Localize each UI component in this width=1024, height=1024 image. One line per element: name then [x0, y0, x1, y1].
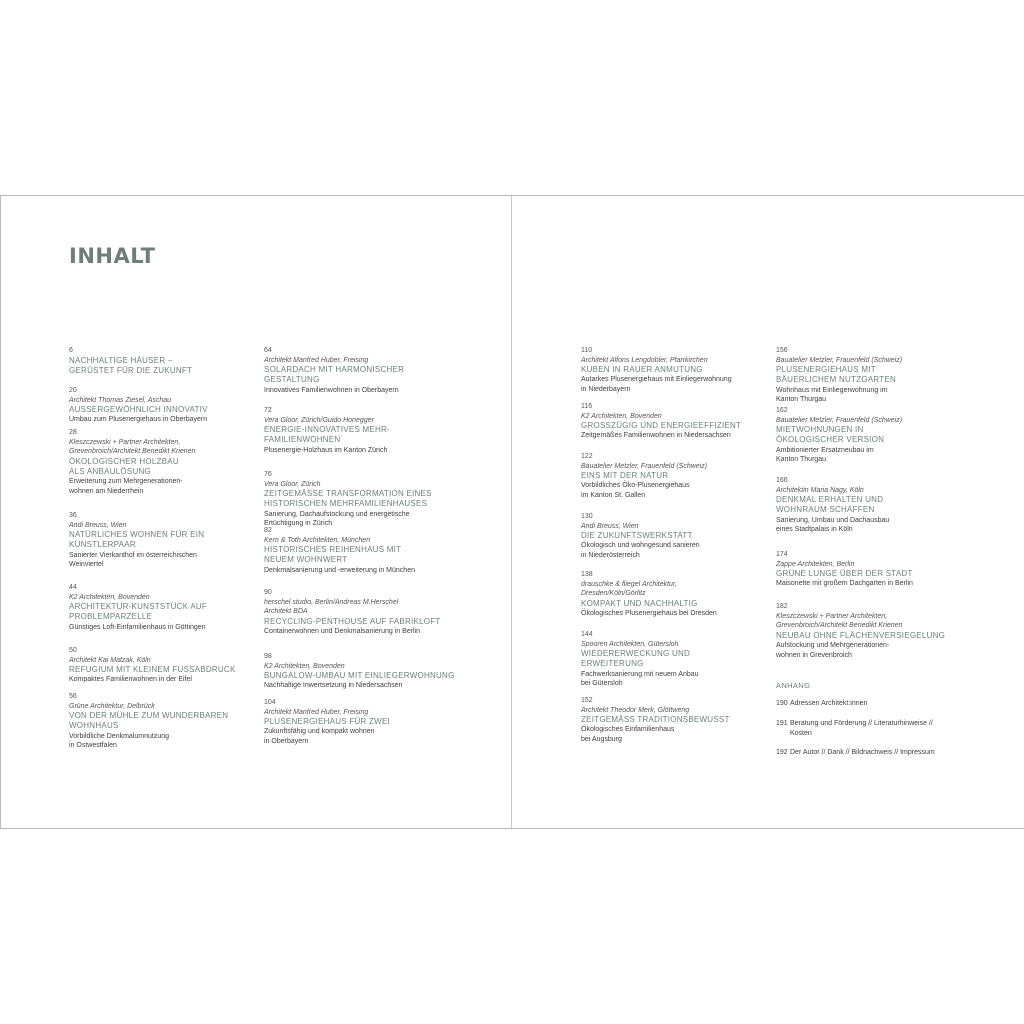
entry-title: ARCHITEKTUR-KUNSTSTÜCK AUF PROBLEMPARZELLE	[69, 602, 208, 622]
architect-credit: drauschke & fliegel Architektur, Dresden/Köln/Görlitz	[581, 580, 677, 598]
entry-description: Wohnhaus mit Einliegerwohnung im Kanton Thurgau	[776, 386, 888, 404]
architect-credit: Architekt Thomas Ziesel, Aschau	[69, 396, 172, 404]
entry-title: RECYCLING-PENTHOUSE AUF FABRIKLOFT	[264, 616, 441, 626]
entry-description: Plusenergie-Holzhaus im Kanton Zürich	[264, 446, 388, 454]
toc-entry	[264, 470, 464, 529]
architect-credit: Bauatelier Metzler, Frauenfeld (Schweiz)	[581, 462, 708, 470]
entry-description: Ambitionierter Ersatzneubau im Kanton Thurgau	[776, 446, 874, 464]
entry-description: Ökologisches Einfamilienhaus bei Augsburg	[581, 726, 675, 743]
architect-credit: Bauatelier Metzler, Frauenfeld (Schweiz)	[776, 416, 903, 424]
entry-title: WIEDERERWECKUNG UND ERWEITERUNG	[581, 649, 691, 669]
architect-credit: K2 Architekten, Bovenden	[581, 412, 662, 420]
page-number: 90	[264, 589, 272, 596]
architect-credit: K2 Architekten, Bovenden	[69, 593, 150, 601]
entry-title: KUBEN IN RAUER ANMUTUNG	[581, 365, 703, 375]
entry-description: Sanierung, Umbau und Dachausbau eines Stadtpalais in Köln	[776, 516, 890, 534]
page-number: 28	[69, 429, 77, 436]
entry-title: PLUSENERGIEHAUS MIT BÄUERLICHEM NUTZGARTEN	[776, 365, 897, 385]
page-number: 36	[69, 512, 77, 519]
entry-description: Vorbildliches Öko-Plusenergiehaus im Kanton St. Gallen	[581, 482, 690, 499]
page-number: 76	[264, 471, 272, 478]
toc-entry	[581, 570, 781, 619]
anhang-item-text: Beratung und Förderung // Literaturhinweise // Kosten	[790, 720, 933, 737]
toc-entry	[69, 428, 269, 496]
architect-credit: Kern & Toth Architekten, München	[264, 536, 371, 544]
page-number: 56	[69, 693, 77, 700]
entry-title: DIE ZUKUNFTSWERKSTATT	[581, 531, 693, 541]
page-number: 130	[581, 513, 593, 520]
page-number: 166	[776, 477, 788, 484]
toc-entry	[69, 646, 269, 685]
entry-description: Fachwerksanierung mit neuem Anbau bei Gütersloh	[581, 670, 699, 688]
entry-title: SOLARDACH MIT HARMONISCHER GESTALTUNG	[264, 365, 405, 385]
entry-title: REFUGIUM MIT KLEINEM FUSSABDRUCK	[69, 665, 236, 675]
page-number: 152	[581, 697, 593, 704]
entry-description: Containerwohnen und Denkmalsanierung in Berlin	[264, 627, 421, 635]
architect-credit: Spooren Architekten, Gütersloh	[581, 640, 679, 648]
page-number: 50	[69, 647, 77, 654]
entry-title: ZEITGEMÄSS TRADITIONSBEWUSST	[581, 715, 730, 725]
entry-title: PLUSENERGIEHAUS FÜR ZWEI	[264, 717, 391, 727]
toc-entry	[581, 402, 781, 441]
architect-credit: Vera Gloor, Zürich/Guido Honegger	[264, 416, 374, 424]
entry-description: Ökologisch und wohngesund sanieren in Niederösterreich	[581, 542, 700, 559]
page-number: 82	[264, 527, 272, 534]
page-title: INHALT	[69, 244, 156, 268]
toc-entry	[581, 696, 781, 745]
page-number: 72	[264, 407, 272, 414]
page-number: 122	[581, 453, 593, 460]
entry-title: GRÜNE LUNGE ÜBER DER STADT	[776, 569, 913, 579]
entry-description: Denkmalsanierung und -erweiterung in München	[264, 566, 415, 574]
entry-title: KOMPAKT UND NACHHALTIG	[581, 598, 698, 608]
entry-title: DENKMAL ERHALTEN UND WOHNRAUM SCHAFFEN	[776, 495, 884, 515]
entry-description: Vorbildliche Denkmalumnutzung in Ostwestfalen	[69, 732, 169, 750]
anhang-item	[776, 719, 976, 738]
architect-credit: Andi Breuss, Wien	[69, 521, 127, 529]
entry-description: Erweiterung zum Mehrgenerationen- wohnen am Niederrhein	[69, 478, 183, 495]
entry-title: VON DER MÜHLE ZUM WUNDERBAREN WOHNHAUS	[69, 711, 229, 731]
toc-entry	[776, 476, 976, 535]
entry-title: EINS MIT DER NATUR	[581, 471, 669, 481]
entry-description: Zukunftsfähig und kompakt wohnen in Oberbayern	[264, 728, 375, 745]
anhang-heading: ANHANG	[776, 681, 811, 690]
architect-credit: Zappe Architekten, Berlin	[776, 560, 855, 568]
toc-entry	[776, 550, 976, 589]
page-number: 156	[776, 347, 788, 354]
toc-entry	[581, 512, 781, 561]
page-number: 144	[581, 631, 593, 638]
entry-description: Ökologisches Plusenergiehaus bei Dresden	[581, 609, 717, 617]
architect-credit: Bauatelier Metzler, Frauenfeld (Schweiz)	[776, 356, 903, 364]
entry-title: ÖKOLOGISCHER HOLZBAU ALS ANBAULÖSUNG	[69, 456, 179, 476]
toc-entry	[264, 652, 464, 691]
toc-entry	[264, 588, 464, 637]
page-number: 110	[581, 347, 593, 354]
entry-description: Innovatives Familienwohnen in Oberbayern	[264, 386, 399, 394]
right-page	[511, 195, 1024, 829]
toc-entry	[264, 698, 464, 747]
anhang-item-text: Der Autor // Dank // Bildnachweis // Impressum	[790, 749, 935, 756]
entry-title: GROSSZÜGIG UND ENERGIEEFFIZIENT	[581, 421, 742, 431]
architect-credit: Andi Breuss, Wien	[581, 522, 639, 530]
page-number: 20	[69, 387, 77, 394]
architect-credit: Architekt Manfred Huber, Freising	[264, 708, 369, 716]
architect-credit: K2 Architekten, Bovenden	[264, 662, 345, 670]
anhang-item	[776, 748, 976, 758]
toc-entry	[264, 526, 464, 575]
page-number: 6	[69, 347, 73, 354]
architect-credit: Architekt Kai Matzak, Köln	[69, 656, 151, 664]
entry-title: ZEITGEMÄSSE TRANSFORMATION EINES HISTORISCHEN MEHRFAMILIENHAUSES	[264, 489, 432, 509]
entry-title: NATÜRLICHES WOHNEN FÜR EIN KÜNSTLERPAAR	[69, 530, 205, 550]
toc-entry	[776, 602, 976, 660]
entry-title: ENERGIE-INNOVATIVES MEHR- FAMILIENWOHNEN	[264, 425, 390, 445]
book-spread	[0, 195, 1024, 829]
toc-entry	[264, 346, 464, 395]
architect-credit: Architekt Alfons Lengdobler, Pfarrkirchen	[581, 356, 708, 364]
toc-entry	[69, 583, 269, 632]
toc-entry	[69, 692, 269, 751]
architect-credit: Architekt Manfred Huber, Freising	[264, 356, 369, 364]
architect-credit: Architekt Theodor Merk, Glöttweng	[581, 706, 690, 714]
toc-entry	[581, 452, 781, 501]
toc-entry	[264, 406, 464, 455]
toc-entry	[581, 346, 781, 395]
architect-credit: herschel studio, Berlin/Andreas M.Herschel Architekt BDA	[264, 598, 399, 616]
anhang-page-number: 191	[776, 720, 788, 727]
entry-description: Kompaktes Familienwohnen in der Eifel	[69, 676, 192, 684]
entry-description: Maisonette mit großem Dachgarten in Berlin	[776, 580, 913, 588]
toc-entry	[69, 511, 269, 570]
anhang-page-number: 190	[776, 700, 788, 707]
architect-credit: Architektin Maria Nagy, Köln	[776, 486, 864, 494]
architect-credit: Vera Gloor, Zürich	[264, 480, 321, 488]
architect-credit: Grüne Architektur, Delbrück	[69, 702, 155, 710]
entry-title: HISTORISCHES REIHENHAUS MIT NEUEM WOHNWERT	[264, 545, 402, 565]
toc-entry	[69, 346, 269, 376]
toc-entry	[776, 406, 976, 465]
entry-description: Umbau zum Plusenergiehaus in Oberbayern	[69, 416, 208, 424]
page-number: 138	[581, 571, 593, 578]
anhang-item	[776, 699, 976, 709]
page-number: 98	[264, 653, 272, 660]
page-number: 182	[776, 603, 788, 610]
anhang-item-text: Adressen Architekt:innen	[790, 700, 868, 707]
page-number: 64	[264, 347, 272, 354]
page-number: 44	[69, 584, 77, 591]
toc-entry	[69, 386, 269, 425]
anhang-page-number: 192	[776, 749, 788, 756]
architect-credit: Kleszczewski + Partner Architekten, Grevenbroich/Architekt Benedikt Krienen	[69, 438, 196, 456]
architect-credit: Kleszczewski + Partner Architekten, Grevenbroich/Architekt Benedikt Krienen	[776, 612, 903, 630]
entry-title: AUSSERGEWÖHNLICH INNOVATIV	[69, 405, 208, 415]
entry-description: Günstiges Loft-Einfamilienhaus in Göttingen	[69, 623, 206, 631]
entry-description: Aufstockung und Mehrgenerationen- wohnen in Grevenbroich	[776, 641, 890, 659]
page-number: 104	[264, 699, 276, 706]
entry-description: Autarkes Plusenergiehaus mit Einliegerwohnung in Niederbayern	[581, 376, 732, 393]
page-number: 162	[776, 407, 788, 414]
entry-description: Sanierter Vierkanthof im österreichischen Weinviertel	[69, 551, 197, 569]
page-number: 174	[776, 551, 788, 558]
entry-description: Sanierung, Dachaufstockung und energetische Ertüchtigung in Zürich	[264, 510, 410, 528]
entry-title: NEUBAU OHNE FLÄCHENVERSIEGELUNG	[776, 630, 946, 640]
toc-entry	[581, 630, 781, 689]
page-number: 116	[581, 403, 593, 410]
entry-description: Zeitgemäßes Familienwohnen in Niedersachsen	[581, 432, 731, 440]
toc-entry	[776, 346, 976, 405]
left-page	[0, 195, 511, 829]
entry-description: Nachhaltige Inwertsetzung in Niedersachsen	[264, 682, 403, 690]
entry-title: MIETWOHNUNGEN IN ÖKOLOGISCHER VERSION	[776, 425, 885, 445]
entry-title: NACHHALTIGE HÄUSER – GERÜSTET FÜR DIE ZUKUNFT	[69, 355, 193, 375]
entry-title: BUNGALOW-UMBAU MIT EINLIEGERWOHNUNG	[264, 671, 455, 681]
